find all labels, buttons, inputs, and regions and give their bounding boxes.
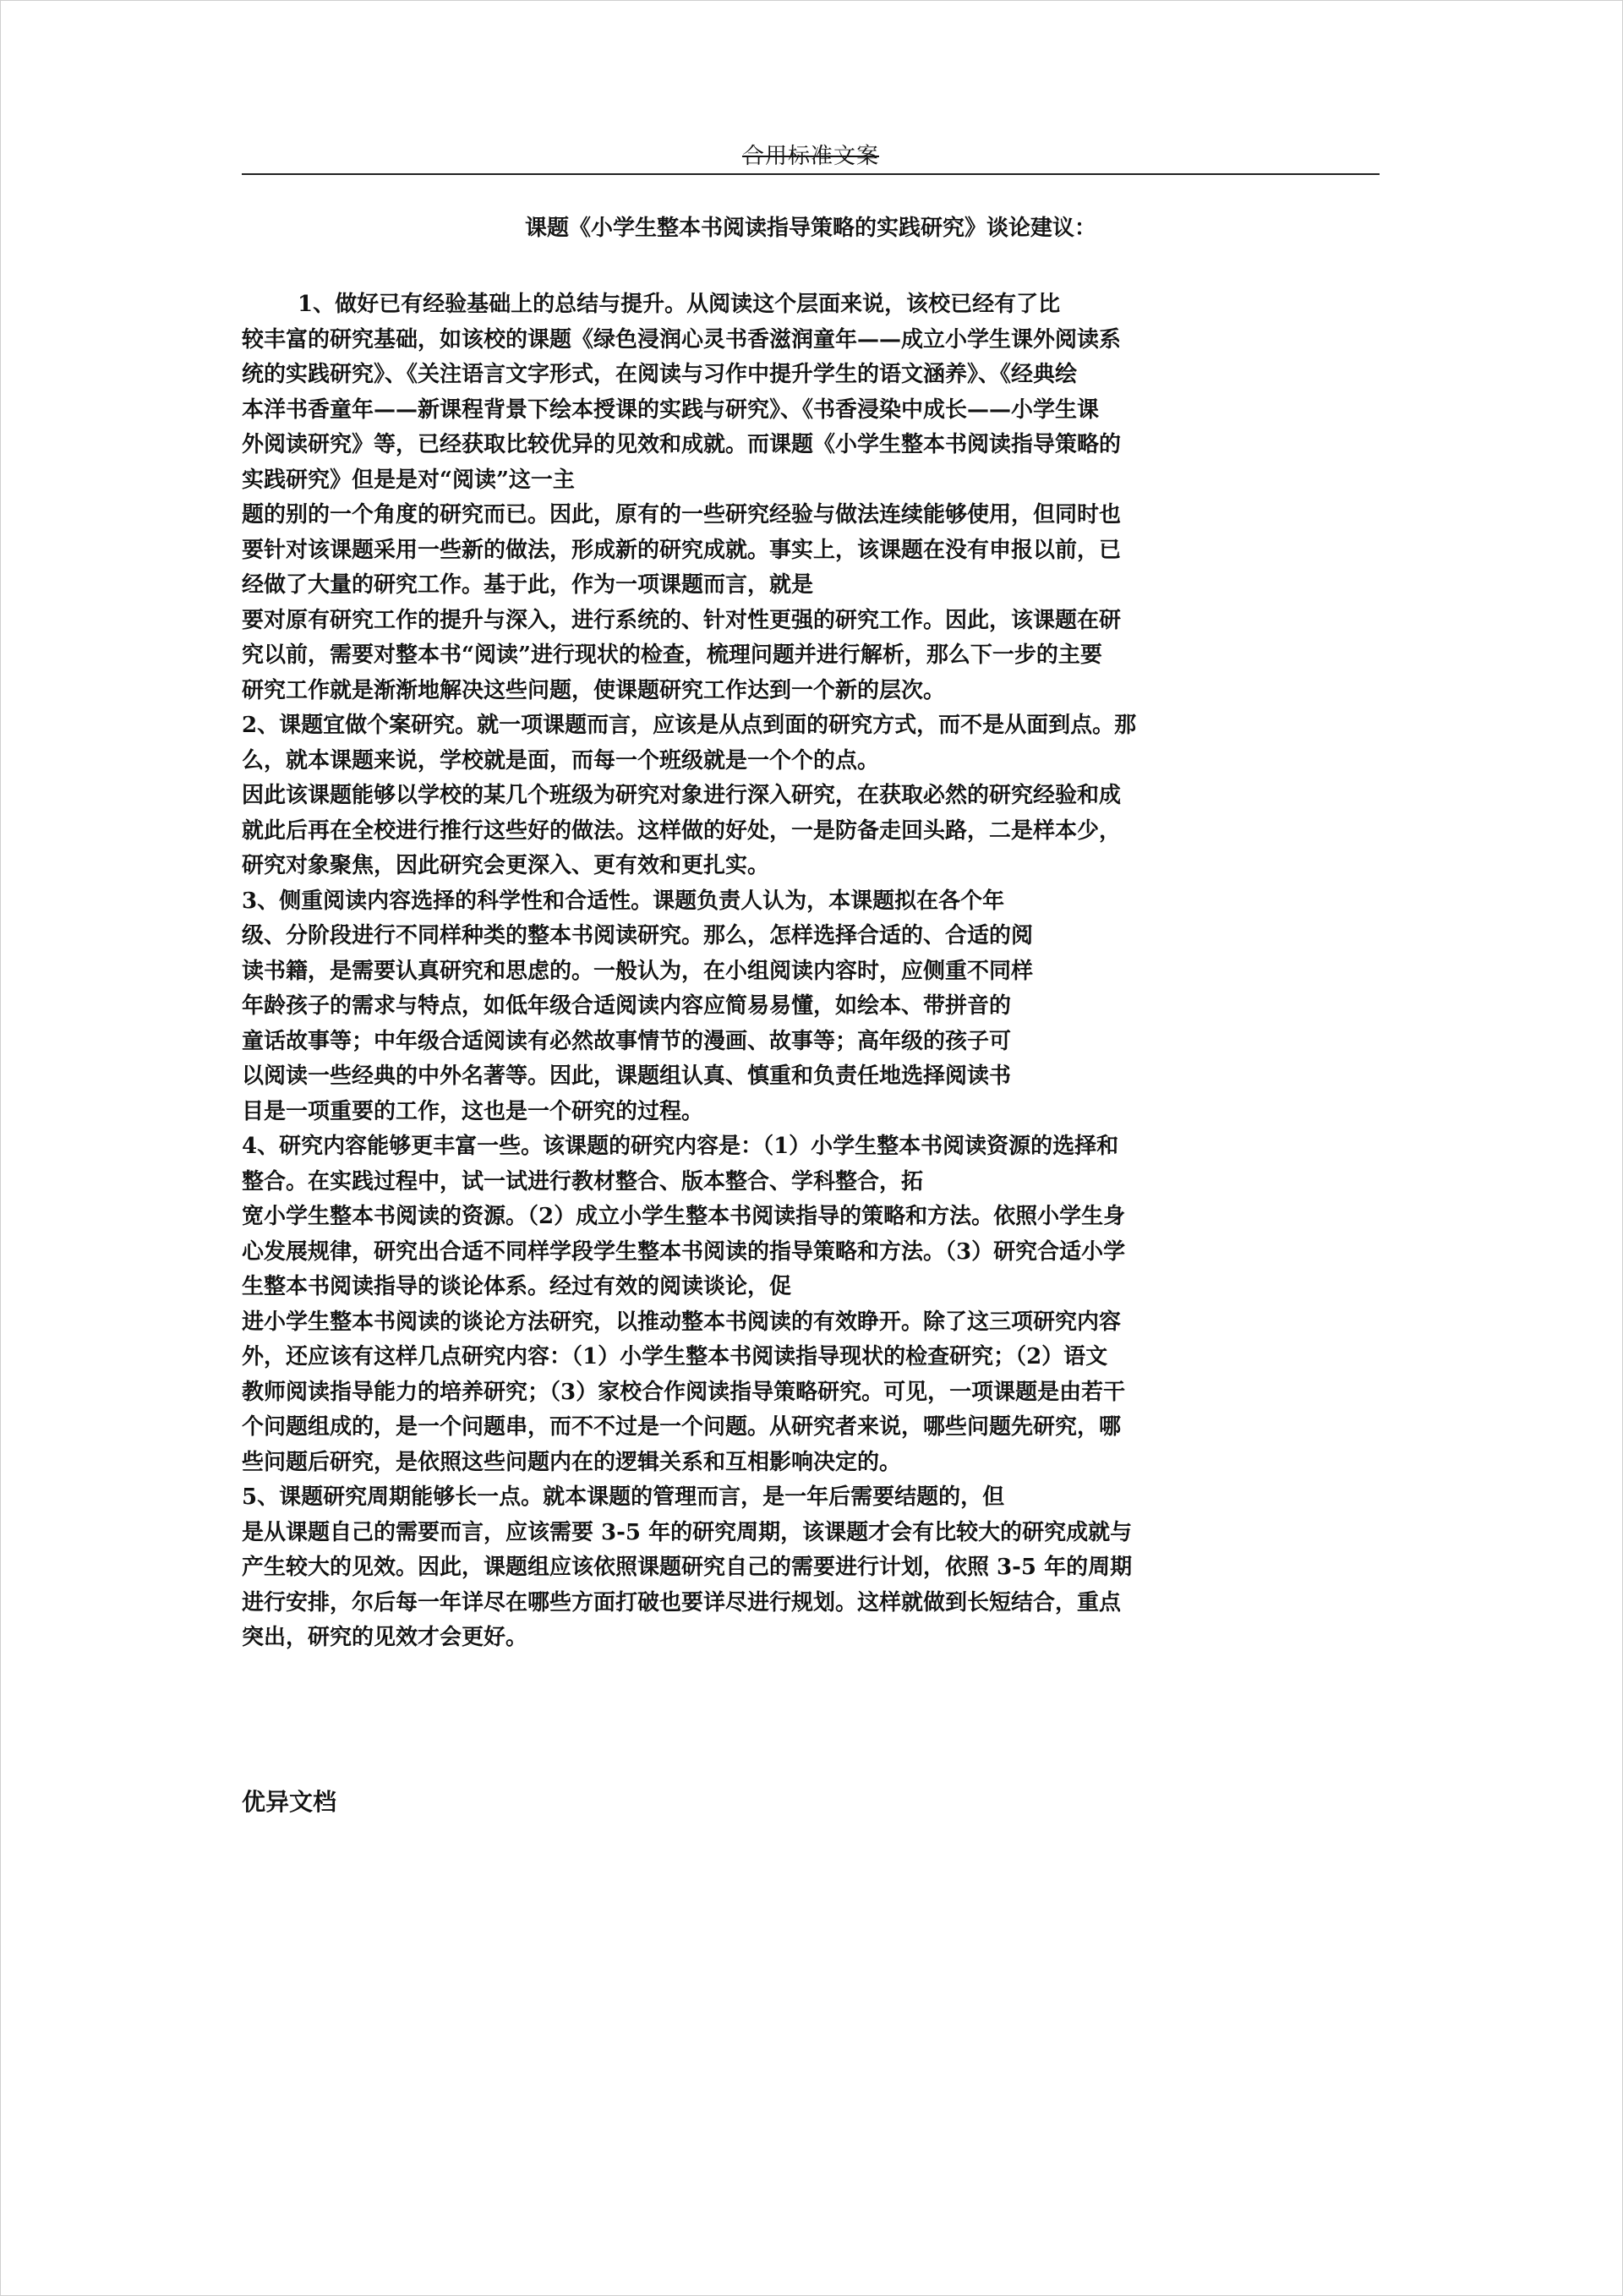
body-line: 读书籍，是需要认真研究和思虑的。一般认为，在小组阅读内容时，应侧重不同样 — [242, 958, 1034, 984]
body-line: 5、课题研究周期能够长一点。就本课题的管理而言，是一年后需要结题的，但 — [242, 1484, 1005, 1510]
body-line: 要对原有研究工作的提升与深入，进行系统的、针对性更强的研究工作。因此，该课题在研 — [242, 607, 1122, 633]
body-line: 3、侧重阅读内容选择的科学性和合适性。课题负责人认为，本课题拟在各个年 — [242, 888, 1005, 914]
body-line: 心发展规律，研究出合适不同样学段学生整本书阅读的指导策略和方法。（3）研究合适小学 — [242, 1238, 1126, 1265]
body-line: 题的别的一个角度的研究而已。因此，原有的一些研究经验与做法连续能够使用，但同时也 — [242, 502, 1122, 528]
body-line: 究以前，需要对整本书“阅读”进行现状的检查，梳理问题并进行解析，那么下一步的主要 — [242, 642, 1102, 668]
body-line: 教师阅读指导能力的培养研究；（3）家校合作阅读指导策略研究。可见，一项课题是由若干 — [242, 1379, 1126, 1405]
body-line: 以阅读一些经典的中外名著等。因此，课题组认真、慎重和负责任地选择阅读书 — [242, 1063, 1012, 1089]
body-line: 外，还应该有这样几点研究内容：（1）小学生整本书阅读指导现状的检查研究；（2）语文 — [242, 1344, 1108, 1369]
body-line: 是从课题自己的需要而言，应该需要 3-5 年的研究周期，该课题才会有比较大的研究成就与 — [242, 1519, 1133, 1545]
body-line: 要针对该课题采用一些新的做法，形成新的研究成就。事实上，该课题在没有申报以前，已 — [242, 537, 1122, 563]
document-title: 课题《小学生整本书阅读指导策略的实践研究》谈论建议： — [524, 216, 1096, 241]
document-body — [242, 287, 1380, 1656]
body-line: 统的实践研究》、《关注语言文字形式，在阅读与习作中提升学生的语文涵养》、《经典绘 — [242, 362, 1078, 387]
body-line: 1、做好已有经验基础上的总结与提升。从阅读这个层面来说，该校已经有了比 — [298, 292, 1061, 317]
body-line: 目是一项重要的工作，这也是一个研究的过程。 — [242, 1098, 704, 1124]
body-line: 产生较大的见效。因此，课题组应该依照课题研究自己的需要进行计划，依照 3-5 年的周期 — [242, 1555, 1133, 1580]
body-line: 就此后再在全校进行推行这些好的做法。这样做的好处，一是防备走回头路，二是样本少， — [242, 817, 1122, 844]
body-line: 因此该课题能够以学校的某几个班级为研究对象进行深入研究，在获取必然的研究经验和成 — [242, 783, 1122, 808]
body-line: 生整本书阅读指导的谈论体系。经过有效的阅读谈论，促 — [242, 1274, 792, 1299]
body-line: 整合。在实践过程中，试一试进行教材整合、版本整合、学科整合，拓 — [242, 1168, 924, 1194]
body-line: 突出，研究的见效才会更好。 — [242, 1625, 528, 1650]
header-text: 合用标准文案 — [741, 144, 879, 169]
body-line: 进行安排，尔后每一年详尽在哪些方面打破也要详尽进行规划。这样就做到长短结合，重点 — [242, 1589, 1122, 1615]
body-line: 2、课题宜做个案研究。就一项课题而言，应该是从点到面的研究方式，而不是从面到点。那 — [242, 713, 1137, 738]
body-line: 年龄孩子的需求与特点，如低年级合适阅读内容应简易易懂，如绘本、带拼音的 — [242, 993, 1012, 1019]
body-line: 较丰富的研究基础，如该校的课题《绿色浸润心灵书香滋润童年——成立小学生课外阅读系 — [242, 326, 1122, 353]
body-line: 实践研究》但是是对“阅读”这一主 — [242, 467, 575, 493]
body-line: 进小学生整本书阅读的谈论方法研究，以推动整本书阅读的有效睁开。除了这三项研究内容 — [242, 1309, 1122, 1335]
body-line: 宽小学生整本书阅读的资源。（2）成立小学生整本书阅读指导的策略和方法。依照小学生身 — [242, 1204, 1126, 1229]
body-line: 个问题组成的，是一个问题串，而不不过是一个问题。从研究者来说，哪些问题先研究，哪 — [242, 1414, 1122, 1440]
page-header — [242, 139, 1380, 175]
page-footer: 优异文档 — [242, 1788, 337, 1816]
body-line: 级、分阶段进行不同样种类的整本书阅读研究。那么，怎样选择合适的、合适的阅 — [242, 923, 1034, 948]
body-line: 么，就本课题来说，学校就是面，而每一个班级就是一个个的点。 — [242, 747, 880, 774]
body-line: 外阅读研究》等，已经获取比较优异的见效和成就。而课题《小学生整本书阅读指导策略的 — [242, 432, 1122, 457]
body-line: 些问题后研究，是依照这些问题内在的逻辑关系和互相影响决定的。 — [242, 1449, 902, 1475]
body-line: 研究工作就是渐渐地解决这些问题，使课题研究工作达到一个新的层次。 — [242, 677, 946, 703]
body-line: 经做了大量的研究工作。基于此，作为一项课题而言，就是 — [242, 572, 814, 598]
body-line: 本洋书香童年——新课程背景下绘本授课的实践与研究》、《书香浸染中成长——小学生课 — [242, 396, 1100, 423]
body-line: 童话故事等；中年级合适阅读有必然故事情节的漫画、故事等；高年级的孩子可 — [242, 1028, 1012, 1054]
body-line: 研究对象聚焦，因此研究会更深入、更有效和更扎实。 — [242, 853, 770, 878]
body-line: 4、研究内容能够更丰富一些。该课题的研究内容是：（1）小学生整本书阅读资源的选择和 — [242, 1134, 1119, 1159]
